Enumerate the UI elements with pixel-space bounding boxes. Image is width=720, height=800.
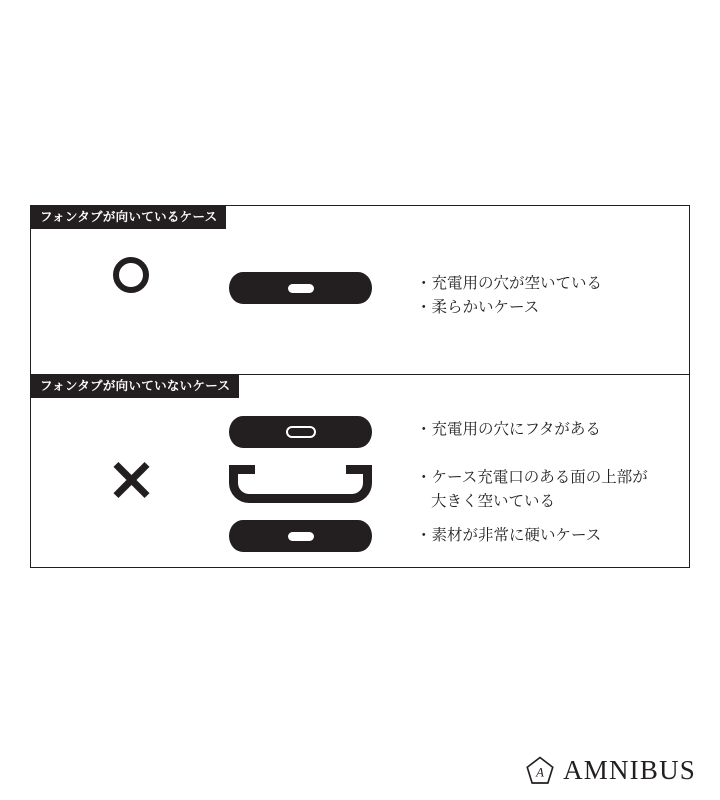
note-line: ・ケース充電口のある面の上部が [416, 469, 648, 486]
note-line: ・柔らかいケース [416, 299, 540, 317]
section-unsuitable-cases [31, 374, 689, 569]
logo-wordmark: AMNIBUS [563, 755, 696, 785]
note-line: 大きく空いている [431, 493, 556, 511]
case-bar-shape [229, 520, 372, 552]
case-bar-shape [229, 272, 372, 304]
phone-case-compatibility-diagram [30, 205, 690, 568]
case-illustration-open-port [229, 272, 372, 304]
circle-mark [31, 257, 231, 293]
unsuitable-note-2 [416, 466, 648, 514]
case-illustration-covered-port [229, 416, 372, 448]
cross-icon [109, 458, 153, 502]
charging-port-hole-icon [288, 532, 314, 541]
section-suitable-cases [31, 206, 689, 374]
charging-port-hole-icon [288, 284, 314, 293]
note-line: ・充電用の穴が空いている [416, 275, 603, 292]
note-line: ・充電用の穴にフタがある [416, 421, 601, 438]
unsuitable-note-1 [416, 418, 601, 442]
section-unsuitable-header: フォンタブが向いていないケース [31, 375, 239, 398]
case-open-top-shape [229, 465, 372, 503]
note-line: ・素材が非常に硬いケース [416, 527, 602, 544]
circle-icon [113, 257, 149, 293]
case-bar-shape [229, 416, 372, 448]
section-suitable-header: フォンタブが向いているケース [31, 206, 226, 229]
amnibus-pentagon-icon [525, 756, 555, 786]
cross-mark [31, 458, 231, 502]
amnibus-logo [525, 755, 696, 786]
case-lip-right [346, 465, 372, 474]
case-illustration-open-top [229, 465, 372, 503]
case-illustration-hard-material [229, 520, 372, 552]
case-lip-left [229, 465, 255, 474]
suitable-notes [416, 272, 602, 320]
charging-port-cover-icon [286, 426, 316, 438]
svg-text:A: A [536, 764, 544, 779]
unsuitable-note-3 [416, 524, 601, 548]
